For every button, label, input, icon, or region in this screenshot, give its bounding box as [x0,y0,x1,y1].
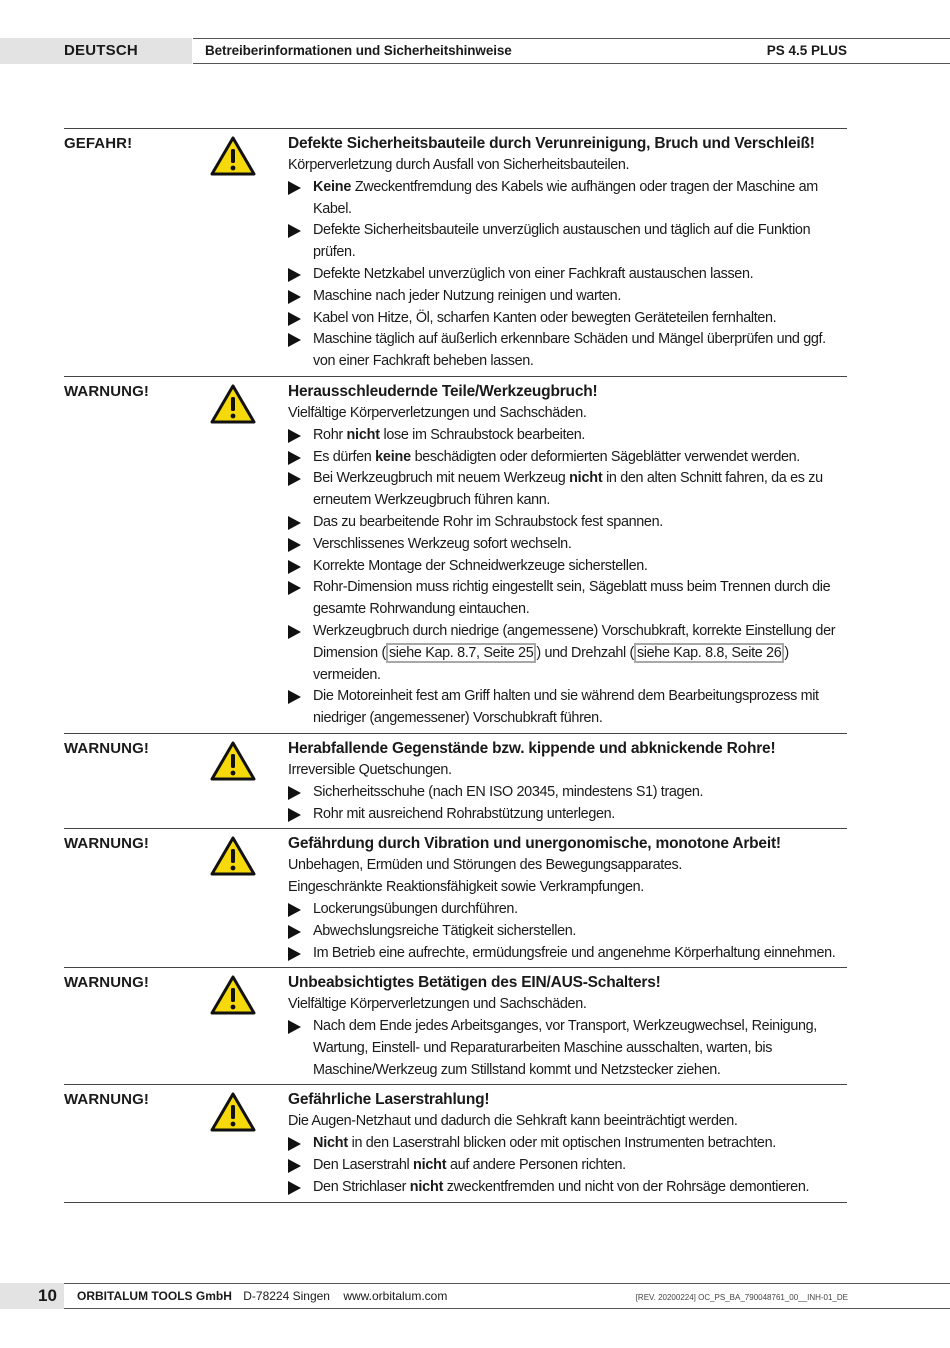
measure-item: Defekte Netzkabel unverzüglich von einer Fachkraft austauschen lassen. [288,264,847,286]
chapter-reference-link[interactable]: siehe Kap. 8.7, Seite 25 [386,643,536,663]
measure-item: Keine Zweckentfremdung des Kabels wie aufhängen oder tragen der Maschine am Kabel. [288,177,847,221]
company-address: D-78224 Singen [243,1289,330,1303]
section-title: Betreiberinformationen und Sicherheitshinweise [205,43,512,58]
hazard-heading: Gefährdung durch Vibration und unergonomische, monotone Arbeit! [288,835,781,853]
arrow-bullet-icon [288,1020,301,1034]
hazard-consequence: Irreversible Quetschungen. [288,761,452,778]
arrow-bullet-icon [288,451,301,465]
safety-block [64,967,847,1084]
measure-item: Kabel von Hitze, Öl, scharfen Kanten oder bewegten Geräteteilen fernhalten. [288,308,847,330]
hazard-consequence: Vielfältige Körperverletzungen und Sachschäden. [288,996,587,1013]
arrow-bullet-icon [288,925,301,939]
hazard-heading: Gefährliche Laserstrahlung! [288,1091,490,1109]
arrow-bullet-icon [288,625,301,639]
hazard-heading: Unbeabsichtigtes Betätigen des EIN/AUS-Schalters! [288,974,661,992]
arrow-bullet-icon [288,181,301,195]
measure-item: Lockerungsübungen durchführen. [288,899,847,921]
arrow-bullet-icon [288,903,301,917]
safety-block [64,1084,847,1202]
arrow-bullet-icon [288,268,301,282]
footer-rule-bottom [64,1308,950,1309]
signal-word: WARNUNG! [64,835,149,853]
arrow-bullet-icon [288,312,301,326]
measure-item: Rohr-Dimension muss richtig eingestellt sein, Sägeblatt muss beim Trennen durch die gesamte Rohrwandung eintauchen. [288,577,847,621]
measure-item: Verschlissenes Werkzeug sofort wechseln. [288,534,847,556]
arrow-bullet-icon [288,224,301,238]
hazard-consequence: Die Augen-Netzhaut und dadurch die Sehkraft kann beeinträchtigt werden. [288,1113,738,1130]
page-number: 10 [38,1286,57,1305]
footer-rule-top [64,1283,950,1284]
measure-item: Nach dem Ende jedes Arbeitsganges, vor Transport, Werkzeugwechsel, Reinigung, Wartung, Einstell- und Reparaturarbeiten Maschine ausschalten, warten, bis Maschine/Werkzeug zum Stillstand kommt und Netzstecker ziehen. [288,1016,847,1081]
warning-triangle-icon [210,136,256,176]
safety-block [64,128,847,376]
measure-item: Es dürfen keine beschädigten oder deformierten Sägeblätter verwendet werden. [288,447,847,469]
arrow-bullet-icon [288,1137,301,1151]
measure-item: Werkzeugbruch durch niedrige (angemessene) Vorschubkraft, korrekte Einstellung der Dimension ( siehe Kap. 8.7, Seite 25 ) und Drehzahl ( siehe Kap. 8.8, Seite 26 ) vermeiden. [288,621,847,686]
hazard-heading: Herabfallende Gegenstände bzw. kippende und abknickende Rohre! [288,739,776,757]
arrow-bullet-icon [288,786,301,800]
measure-item: Defekte Sicherheitsbauteile unverzüglich austauschen und täglich auf die Funktion prüfen. [288,220,847,264]
measure-item: Im Betrieb eine aufrechte, ermüdungsfreie und angenehme Körperhaltung einnehmen. [288,943,847,965]
hazard-consequence: Eingeschränkte Reaktionsfähigkeit sowie Verkrampfungen. [288,879,644,896]
measure-item: Rohr nicht lose im Schraubstock bearbeiten. [288,425,847,447]
hazard-consequence: Körperverletzung durch Ausfall von Sicherheitsbauteilen. [288,157,630,173]
measure-item: Maschine täglich auf äußerlich erkennbare Schäden und Mängel überprüfen und ggf. von einer Fachkraft beheben lassen. [288,329,847,373]
document-revision: [REV. 20200224] OC_PS_BA_790048761_00__INH-01_DE [635,1293,848,1302]
measure-item: Bei Werkzeugbruch mit neuem Werkzeug nicht in den alten Schnitt fahren, da es zu erneutem Werkzeugbruch führen kann. [288,468,847,512]
signal-word: GEFAHR! [64,135,133,152]
page-number-tab [0,1283,64,1309]
measure-item: Korrekte Montage der Schneidwerkzeuge sicherstellen. [288,556,847,578]
arrow-bullet-icon [288,516,301,530]
language-tab [0,38,192,64]
measure-item: Die Motoreinheit fest am Griff halten und sie während dem Bearbeitungsprozess mit niedriger (angemessener) Vorschubkraft führen. [288,686,847,730]
company-name: ORBITALUM TOOLS GmbH [77,1289,232,1303]
warning-triangle-icon [210,384,256,424]
hazard-heading: Herausschleudernde Teile/Werkzeugbruch! [288,382,598,400]
hazard-heading: Defekte Sicherheitsbauteile durch Verunreinigung, Bruch und Verschleiß! [288,135,815,152]
warning-triangle-icon [210,741,256,781]
warning-triangle-icon [210,1092,256,1132]
arrow-bullet-icon [288,690,301,704]
measure-item: Nicht in den Laserstrahl blicken oder mit optischen Instrumenten betrachten. [288,1133,847,1155]
arrow-bullet-icon [288,290,301,304]
measure-item: Den Laserstrahl nicht auf andere Personen richten. [288,1155,847,1177]
product-name: PS 4.5 PLUS [766,43,847,58]
signal-word: WARNUNG! [64,739,149,757]
arrow-bullet-icon [288,333,301,347]
safety-block [64,828,847,967]
signal-word: WARNUNG! [64,974,149,992]
measure-item: Sicherheitsschuhe (nach EN ISO 20345, mindestens S1) tragen. [288,782,847,804]
safety-block [64,733,847,828]
safety-block [64,376,847,733]
measure-item: Das zu bearbeitende Rohr im Schraubstock fest spannen. [288,512,847,534]
signal-word: WARNUNG! [64,1091,149,1109]
measure-item: Maschine nach jeder Nutzung reinigen und warten. [288,286,847,308]
warning-triangle-icon [210,975,256,1015]
hazard-consequence: Unbehagen, Ermüden und Störungen des Bewegungsapparates. [288,857,683,874]
arrow-bullet-icon [288,947,301,961]
measure-item: Abwechslungsreiche Tätigkeit sicherstellen. [288,921,847,943]
chapter-reference-link[interactable]: siehe Kap. 8.8, Seite 26 [634,643,784,663]
arrow-bullet-icon [288,560,301,574]
measure-item: Rohr mit ausreichend Rohrabstützung unterlegen. [288,804,847,826]
header-rule-top [193,38,950,39]
arrow-bullet-icon [288,808,301,822]
hazard-consequence: Vielfältige Körperverletzungen und Sachschäden. [288,404,587,421]
warning-triangle-icon [210,836,256,876]
measure-item: Den Strichlaser nicht zweckentfremden und nicht von der Rohrsäge demontieren. [288,1177,847,1199]
signal-word: WARNUNG! [64,382,149,400]
arrow-bullet-icon [288,429,301,443]
arrow-bullet-icon [288,1181,301,1195]
arrow-bullet-icon [288,581,301,595]
safety-table [64,128,847,1203]
footer-company-info [77,1289,447,1303]
arrow-bullet-icon [288,1159,301,1173]
header-rule-bottom [193,63,950,64]
language-label: DEUTSCH [64,42,138,59]
company-website[interactable]: www.orbitalum.com [343,1289,448,1303]
arrow-bullet-icon [288,538,301,552]
arrow-bullet-icon [288,472,301,486]
